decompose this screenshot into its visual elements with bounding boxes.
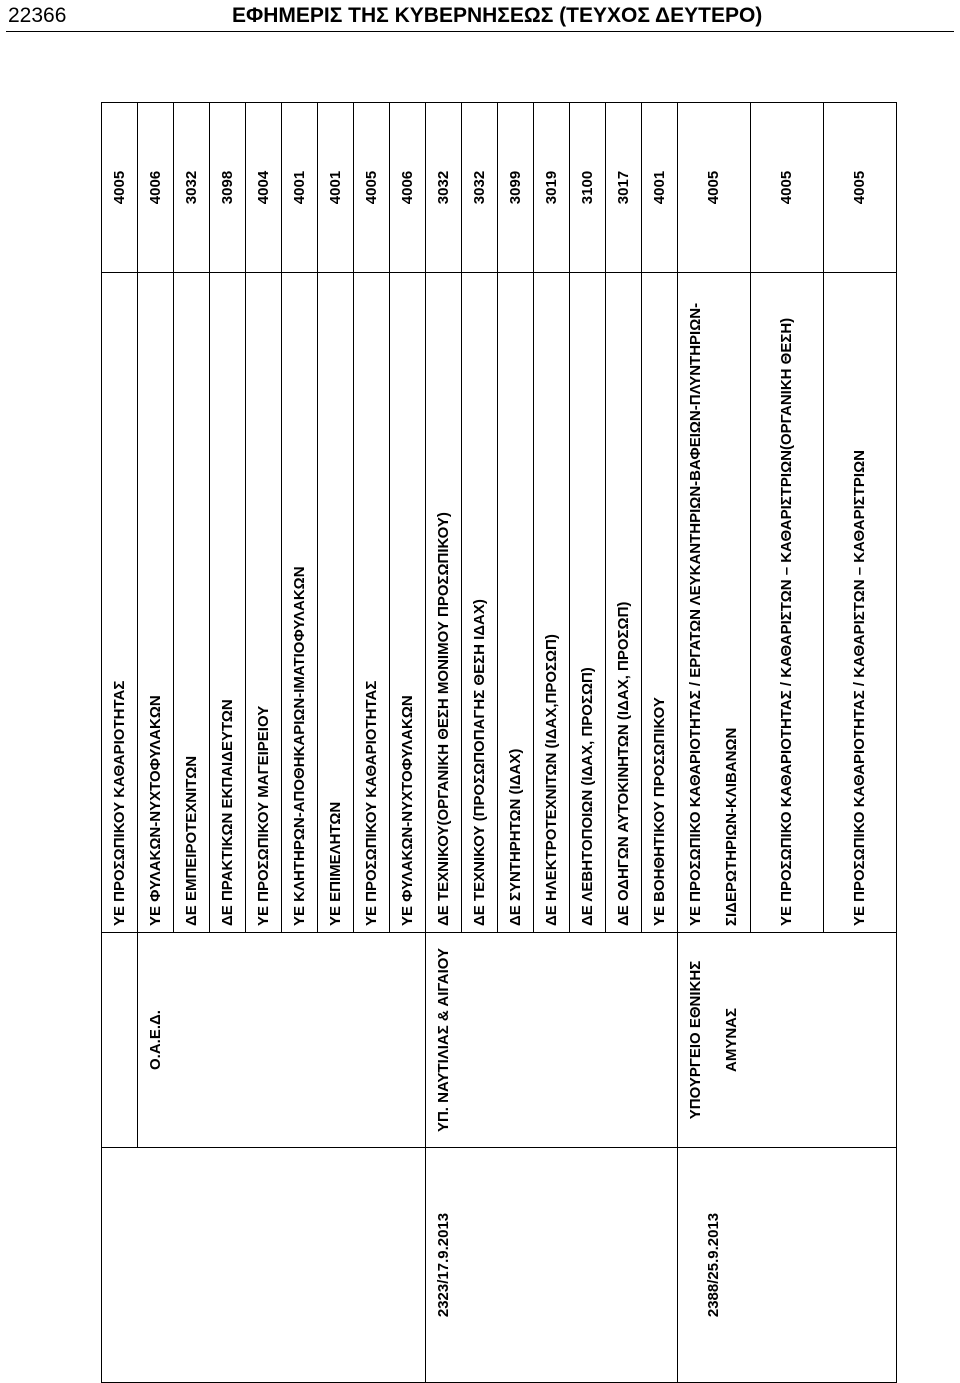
table-row xyxy=(390,103,426,1383)
agency-cell xyxy=(318,933,354,1148)
agency-cell: Ο.Α.Ε.Δ. xyxy=(138,933,174,1148)
table-row xyxy=(282,103,318,1383)
code-cell: 4005 xyxy=(678,103,751,273)
table-row xyxy=(642,103,678,1383)
table-row xyxy=(498,103,534,1383)
page-header xyxy=(0,0,960,36)
code-cell: 4001 xyxy=(318,103,354,273)
specialty-cell: ΥΕ ΠΡΟΣΩΠΙΚΟ ΚΑΘΑΡΙΟΤΗΤΑΣ / ΕΡΓΑΤΩΝ ΛΕΥΚΑΝΤΗΡΙΩΝ-ΒΑΦΕΙΩΝ-ΠΛΥΝΤΗΡΙΩΝ-ΣΙΔΕΡΩΤΗΡΙΩΝ-ΚΛΙΒΑΝΩΝ xyxy=(678,273,751,933)
agency-cell xyxy=(246,933,282,1148)
table-row xyxy=(318,103,354,1383)
specialty-cell: ΔΕ ΛΕΒΗΤΟΠΟΙΩΝ (ΙΔΑΧ, ΠΡΟΣΩΠ) xyxy=(570,273,606,933)
ref-cell xyxy=(210,1148,246,1383)
code-cell: 4006 xyxy=(138,103,174,273)
code-cell: 4004 xyxy=(246,103,282,273)
ref-cell xyxy=(174,1148,210,1383)
agency-cell xyxy=(642,933,678,1148)
specialty-cell: ΔΕ ΟΔΗΓΩΝ ΑΥΤΟΚΙΝΗΤΩΝ (ΙΔΑΧ, ΠΡΟΣΩΠ) xyxy=(606,273,642,933)
code-cell: 3032 xyxy=(462,103,498,273)
rotated-table-container xyxy=(101,103,868,1383)
positions-table-body xyxy=(102,103,897,1383)
table-row xyxy=(354,103,390,1383)
specialty-cell: ΥΕ ΕΠΙΜΕΛΗΤΩΝ xyxy=(318,273,354,933)
ref-cell xyxy=(318,1148,354,1383)
code-cell: 3098 xyxy=(210,103,246,273)
ref-cell xyxy=(138,1148,174,1383)
agency-cell: ΥΠΟΥΡΓΕΙΟ ΕΘΝΙΚΗΣ ΑΜΥΝΑΣ xyxy=(678,933,751,1148)
table-row xyxy=(426,103,462,1383)
table-row xyxy=(678,103,751,1383)
ref-cell xyxy=(498,1148,534,1383)
specialty-cell: ΔΕ ΤΕΧΝΙΚΟΥ(ΟΡΓΑΝΙΚΗ ΘΕΣΗ ΜΟΝΙΜΟΥ ΠΡΟΣΩΠΙΚΟΥ) xyxy=(426,273,462,933)
specialty-cell: ΔΕ ΗΛΕΚΤΡΟΤΕΧΝΙΤΩΝ (ΙΔΑΧ,ΠΡΟΣΩΠ) xyxy=(534,273,570,933)
agency-cell xyxy=(282,933,318,1148)
code-cell: 4005 xyxy=(824,103,897,273)
code-cell: 3100 xyxy=(570,103,606,273)
table-row xyxy=(824,103,897,1383)
specialty-cell: ΥΕ ΒΟΗΘΗΤΙΚΟΥ ΠΡΟΣΩΠΙΚΟΥ xyxy=(642,273,678,933)
agency-cell xyxy=(390,933,426,1148)
ref-cell xyxy=(390,1148,426,1383)
header-divider xyxy=(6,31,954,32)
specialty-cell: ΥΕ ΠΡΟΣΩΠΙΚΟΥ ΚΑΘΑΡΙΟΤΗΤΑΣ xyxy=(102,273,138,933)
specialty-cell: ΥΕ ΠΡΟΣΩΠΙΚΟ ΚΑΘΑΡΙΟΤΗΤΑΣ / ΚΑΘΑΡΙΣΤΩΝ – ΚΑΘΑΡΙΣΤΡΙΩΝ xyxy=(824,273,897,933)
table-row xyxy=(246,103,282,1383)
table-row xyxy=(534,103,570,1383)
code-cell: 3099 xyxy=(498,103,534,273)
agency-cell xyxy=(102,933,138,1148)
agency-cell xyxy=(606,933,642,1148)
specialty-cell: ΥΕ ΦΥΛΑΚΩΝ-ΝΥΧΤΟΦΥΛΑΚΩΝ xyxy=(390,273,426,933)
table-row xyxy=(751,103,824,1383)
ref-cell xyxy=(534,1148,570,1383)
ref-cell xyxy=(606,1148,642,1383)
agency-cell: ΥΠ. ΝΑΥΤΙΛΙΑΣ & ΑΙΓΑΙΟΥ xyxy=(426,933,462,1148)
specialty-cell: ΥΕ ΚΛΗΤΗΡΩΝ-ΑΠΟΘΗΚΑΡΙΩΝ-ΙΜΑΤΙΟΦΥΛΑΚΩΝ xyxy=(282,273,318,933)
specialty-cell: ΥΕ ΠΡΟΣΩΠΙΚΟΥ ΚΑΘΑΡΙΟΤΗΤΑΣ xyxy=(354,273,390,933)
ref-cell xyxy=(570,1148,606,1383)
page-number: 22366 xyxy=(8,4,67,27)
ref-cell xyxy=(246,1148,282,1383)
agency-cell xyxy=(174,933,210,1148)
specialty-cell: ΥΕ ΦΥΛΑΚΩΝ-ΝΥΧΤΟΦΥΛΑΚΩΝ xyxy=(138,273,174,933)
ref-cell: 2388/25.9.2013 xyxy=(678,1148,751,1383)
ref-cell xyxy=(102,1148,138,1383)
code-cell: 4005 xyxy=(102,103,138,273)
code-cell: 4005 xyxy=(751,103,824,273)
table-row xyxy=(462,103,498,1383)
table-row xyxy=(102,103,138,1383)
agency-cell xyxy=(824,933,897,1148)
ref-cell xyxy=(824,1148,897,1383)
ref-cell xyxy=(462,1148,498,1383)
code-cell: 4006 xyxy=(390,103,426,273)
gazette-title: ΕΦΗΜΕΡΙΣ ΤΗΣ ΚΥΒΕΡΝΗΣΕΩΣ (ΤΕΥΧΟΣ ΔΕΥΤΕΡΟ) xyxy=(232,4,763,27)
ref-cell xyxy=(354,1148,390,1383)
ref-cell xyxy=(282,1148,318,1383)
agency-cell xyxy=(570,933,606,1148)
code-cell: 4001 xyxy=(642,103,678,273)
agency-cell xyxy=(462,933,498,1148)
specialty-cell: ΔΕ ΤΕΧΝΙΚΟΥ (ΠΡΟΣΩΠΟΠΑΓΗΣ ΘΕΣΗ ΙΔΑΧ) xyxy=(462,273,498,933)
code-cell: 3032 xyxy=(426,103,462,273)
positions-table xyxy=(101,102,897,1383)
agency-cell xyxy=(498,933,534,1148)
agency-cell xyxy=(210,933,246,1148)
specialty-cell: ΔΕ ΠΡΑΚΤΙΚΩΝ ΕΚΠΑΙΔΕΥΤΩΝ xyxy=(210,273,246,933)
table-row xyxy=(570,103,606,1383)
code-cell: 4005 xyxy=(354,103,390,273)
specialty-cell: ΥΕ ΠΡΟΣΩΠΙΚΟΥ ΜΑΓΕΙΡΕΙΟΥ xyxy=(246,273,282,933)
specialty-cell: ΔΕ ΣΥΝΤΗΡΗΤΩΝ (ΙΔΑΧ) xyxy=(498,273,534,933)
table-row xyxy=(174,103,210,1383)
table-row xyxy=(138,103,174,1383)
code-cell: 3019 xyxy=(534,103,570,273)
ref-cell: 2323/17.9.2013 xyxy=(426,1148,462,1383)
specialty-cell: ΔΕ ΕΜΠΕΙΡΟΤΕΧΝΙΤΩΝ xyxy=(174,273,210,933)
ref-cell xyxy=(751,1148,824,1383)
rotated-table-frame xyxy=(101,103,868,1383)
code-cell: 3032 xyxy=(174,103,210,273)
ref-cell xyxy=(642,1148,678,1383)
table-row xyxy=(606,103,642,1383)
code-cell: 4001 xyxy=(282,103,318,273)
table-row xyxy=(210,103,246,1383)
agency-cell xyxy=(354,933,390,1148)
agency-cell xyxy=(751,933,824,1148)
specialty-cell: ΥΕ ΠΡΟΣΩΠΙΚΟ ΚΑΘΑΡΙΟΤΗΤΑΣ / ΚΑΘΑΡΙΣΤΩΝ – ΚΑΘΑΡΙΣΤΡΙΩΝ(ΟΡΓΑΝΙΚΗ ΘΕΣΗ) xyxy=(751,273,824,933)
agency-cell xyxy=(534,933,570,1148)
code-cell: 3017 xyxy=(606,103,642,273)
